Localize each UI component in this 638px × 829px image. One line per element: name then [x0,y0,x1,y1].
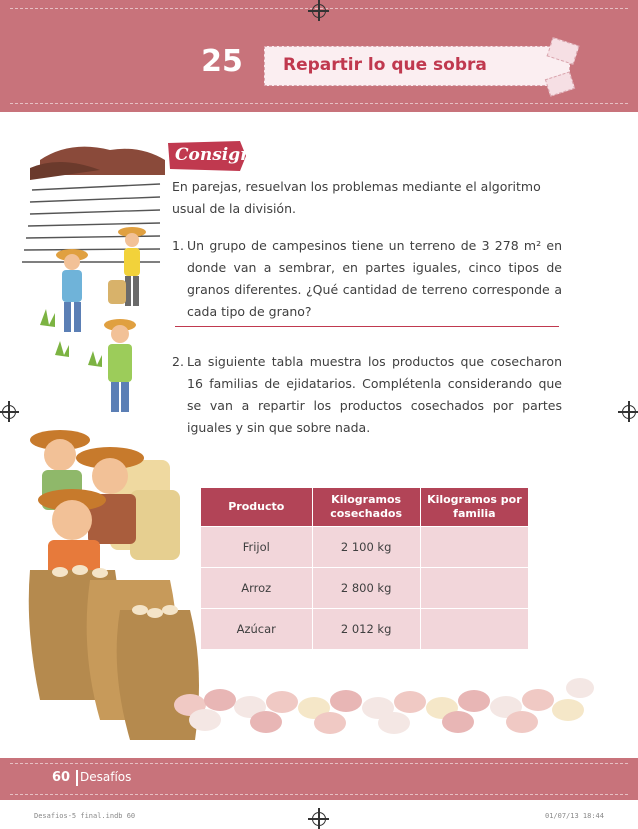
header-kg-harvested: Kilogramos cosechados [312,488,420,527]
cell-product: Arroz [201,568,313,609]
cell-kg: 2 800 kg [312,568,420,609]
lesson-title: Repartir lo que sobra [283,55,487,75]
problem-number: 2. [172,354,184,369]
problem-1 [172,235,562,323]
consigna-tag [168,141,264,171]
problem-number: 1. [172,238,184,253]
table-row [201,568,529,609]
registration-mark-right-icon [622,405,636,419]
page-number: 60 [52,770,71,785]
lesson-number: 25 [201,44,243,79]
title-banner [264,46,570,86]
table-row [201,527,529,568]
cell-product: Azúcar [201,609,313,650]
footer-band [0,758,638,800]
answer-line [175,326,559,327]
registration-mark-top-icon [312,4,326,18]
cell-product: Frijol [201,527,313,568]
print-mark-left: Desafios-5 final.indb 60 [34,812,136,820]
registration-mark-bottom-icon [312,812,326,826]
problem-text: Un grupo de campesinos tiene un terreno de 3 278 m² en donde van a sembrar, en partes iguales, cinco tipos de granos diferentes. ¿Qué cantidad de terreno corresponde a cada tipo de grano? [187,238,562,319]
header-product: Producto [201,488,313,527]
cell-kg: 2 100 kg [312,527,420,568]
consigna-intro: En parejas, resuelvan los problemas mediante el algoritmo usual de la división. [172,179,541,216]
consigna-label: Consigna [175,145,264,165]
cell-per-family[interactable] [420,527,528,568]
cell-kg: 2 012 kg [312,609,420,650]
header-kg-per-family: Kilogramos por familia [420,488,528,527]
problem-text: La siguiente tabla muestra los productos que cosecharon 16 familias de ejidatarios. Complétenla considerando que se van a repartir los productos cosechados por partes iguales y sin que sobre nada. [187,354,562,435]
table-header-row [201,488,529,527]
print-mark-right: 01/07/13 18:44 [544,812,604,820]
cell-per-family[interactable] [420,609,528,650]
table-row [201,609,529,650]
footer-divider [76,770,78,786]
cell-per-family[interactable] [420,568,528,609]
farmers-field-illustration [0,120,170,420]
products-table [200,487,529,650]
section-label: Desafíos [80,770,132,784]
